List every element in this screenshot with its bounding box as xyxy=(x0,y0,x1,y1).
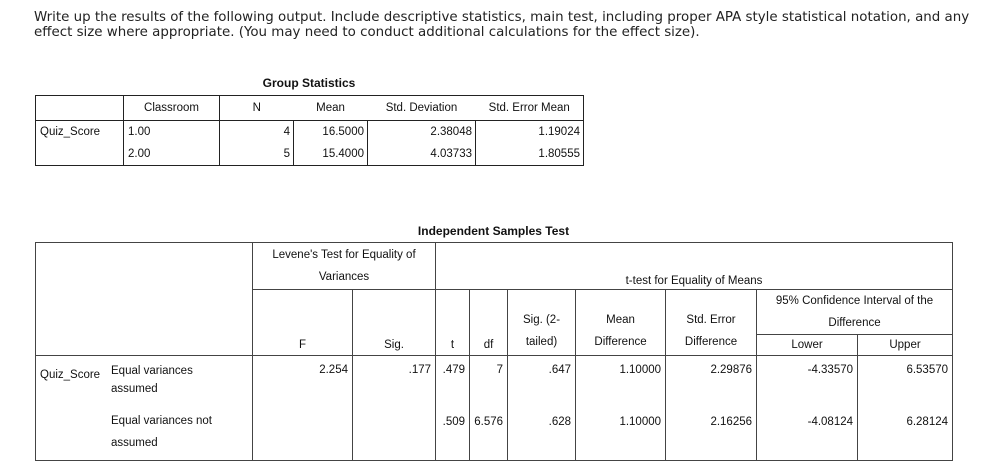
se-diff-value: 2.29876 xyxy=(666,356,757,409)
mean-value: 16.5000 xyxy=(294,121,368,144)
col-sig-2tailed-line-1: Sig. (2- xyxy=(522,314,561,326)
col-t: t xyxy=(436,290,470,356)
variable-label: Quiz_Score xyxy=(40,369,101,381)
f-value: 2.254 xyxy=(253,356,353,409)
col-upper: Upper xyxy=(858,335,953,356)
table-row xyxy=(36,408,953,461)
sd-value: 4.03733 xyxy=(368,143,476,166)
ci-header xyxy=(757,290,953,335)
header-row-1 xyxy=(36,243,953,290)
mean-diff-value: 1.10000 xyxy=(576,356,666,409)
variable-label: Quiz_Score xyxy=(36,121,124,144)
col-f: F xyxy=(253,290,353,356)
header-sd: Std. Deviation xyxy=(368,96,476,121)
upper-value: 6.28124 xyxy=(858,408,953,461)
sd-value: 2.38048 xyxy=(368,121,476,144)
sig2-value: .647 xyxy=(508,356,576,409)
upper-value: 6.53570 xyxy=(858,356,953,409)
col-sig-2tailed-line-2: tailed) xyxy=(525,336,558,348)
df-value: 7 xyxy=(470,356,508,409)
independent-samples-table xyxy=(35,242,953,461)
t-value: .479 xyxy=(436,356,470,409)
sem-value: 1.19024 xyxy=(476,121,584,144)
sig-value xyxy=(353,408,436,461)
table-row xyxy=(36,121,584,144)
table-row xyxy=(36,356,953,409)
row-label-line-1: Equal variances not xyxy=(111,415,213,427)
col-lower: Lower xyxy=(757,335,858,356)
mean-diff-value: 1.10000 xyxy=(576,408,666,461)
ci-header-line-1: 95% Confidence Interval of the xyxy=(775,295,934,307)
df-value: 6.576 xyxy=(470,408,508,461)
se-diff-value: 2.16256 xyxy=(666,408,757,461)
instructions-line-2: effect size where appropriate. (You may need to conduct additional calculations for the effect size). xyxy=(34,25,700,40)
row-label-line-1: Equal variances xyxy=(111,365,193,377)
group-statistics-table xyxy=(35,95,584,166)
t-value: .509 xyxy=(436,408,470,461)
row-label-text xyxy=(111,410,212,454)
row-label-line-2: assumed xyxy=(111,383,158,395)
col-se-diff xyxy=(666,290,757,356)
row-label-equal-assumed xyxy=(36,356,253,409)
header-mean: Mean xyxy=(294,96,368,121)
n-value: 5 xyxy=(220,143,294,166)
group-value: 1.00 xyxy=(124,121,220,144)
col-df: df xyxy=(470,290,508,356)
corner-cell xyxy=(36,243,253,356)
col-se-diff-line-1: Std. Error xyxy=(686,314,736,326)
ttest-header: t-test for Equality of Means xyxy=(436,243,953,290)
sig-value: .177 xyxy=(353,356,436,409)
corner-cell xyxy=(36,96,124,121)
col-sig-2tailed xyxy=(508,290,576,356)
table-header-row xyxy=(36,96,584,121)
header-n: N xyxy=(220,96,294,121)
lower-value: -4.08124 xyxy=(757,408,858,461)
lower-value: -4.33570 xyxy=(757,356,858,409)
levene-header-line-1: Levene's Test for Equality of xyxy=(272,249,416,261)
group-value: 2.00 xyxy=(124,143,220,166)
levene-header-line-2: Variances xyxy=(318,271,370,283)
instructions-line-1: Write up the results of the following output. Include descriptive statistics, main test, including proper APA style statistical notation, and any xyxy=(34,10,970,25)
ci-header-line-2: Difference xyxy=(828,317,881,329)
mean-value: 15.4000 xyxy=(294,143,368,166)
variable-label-empty xyxy=(36,143,124,166)
ind-test-title: Independent Samples Test xyxy=(417,224,570,238)
variable-label-empty xyxy=(40,410,111,454)
sig2-value: .628 xyxy=(508,408,576,461)
sem-value: 1.80555 xyxy=(476,143,584,166)
col-mean-diff-line-2: Difference xyxy=(594,336,647,348)
n-value: 4 xyxy=(220,121,294,144)
instructions xyxy=(34,10,974,40)
f-value xyxy=(253,408,353,461)
row-label-text xyxy=(111,364,193,396)
table-row xyxy=(36,143,584,166)
col-mean-diff-line-1: Mean xyxy=(606,314,635,326)
col-se-diff-line-2: Difference xyxy=(684,336,738,348)
row-label-equal-not-assumed xyxy=(36,408,253,461)
row-label-line-2: assumed xyxy=(111,437,158,449)
col-mean-diff xyxy=(576,290,666,356)
levene-header xyxy=(253,243,436,290)
group-stats-title: Group Statistics xyxy=(262,76,356,90)
header-sem: Std. Error Mean xyxy=(476,96,584,121)
col-sig: Sig. xyxy=(353,290,436,356)
header-classroom: Classroom xyxy=(124,96,220,121)
